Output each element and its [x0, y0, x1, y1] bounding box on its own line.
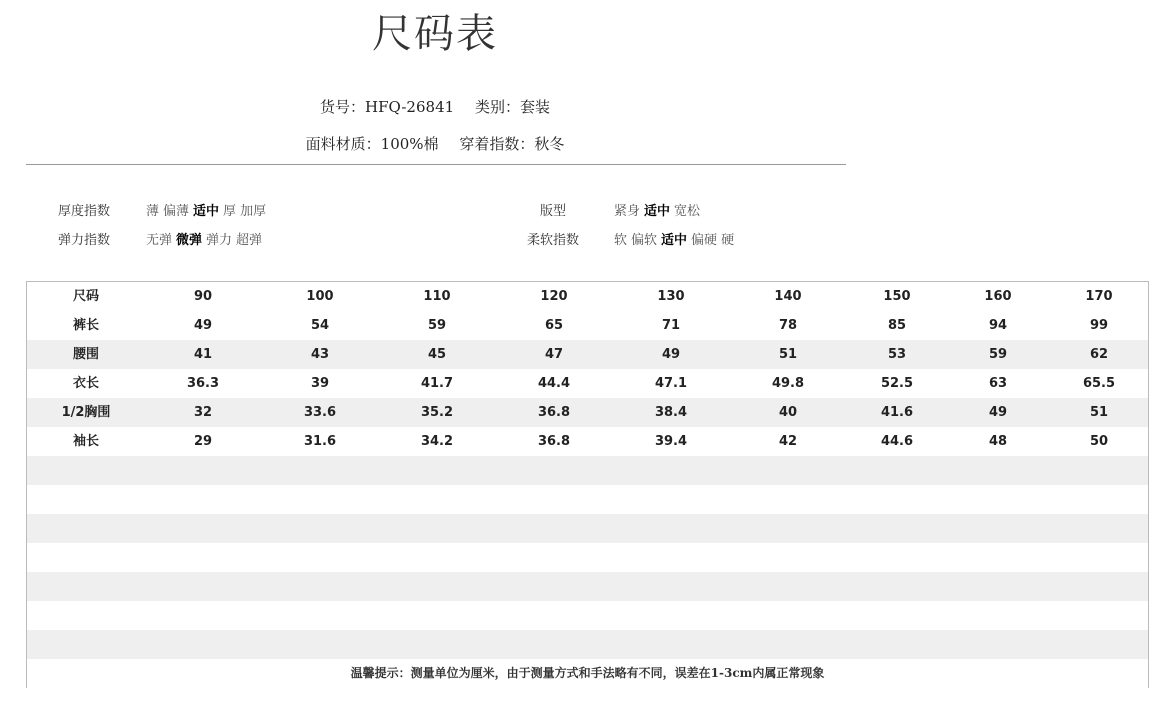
table-cell: 39	[310, 376, 330, 391]
table-cell: 48	[988, 434, 1008, 449]
size-header: 160	[984, 289, 1012, 304]
category	[475, 98, 550, 116]
thickness-label: 厚度指数	[58, 204, 111, 219]
table-cell: 94	[988, 318, 1008, 333]
table-row	[27, 543, 1148, 572]
table-cell: 39.4	[654, 434, 688, 449]
softness-option: 硬	[721, 233, 735, 248]
table-cell: 32	[193, 405, 213, 420]
table-row	[27, 311, 1148, 340]
table-cell: 49	[193, 318, 213, 333]
thickness-option: 加厚	[240, 204, 267, 219]
size-table	[26, 281, 1149, 688]
table-cell: 38.4	[654, 405, 688, 420]
table-cell: 54	[310, 318, 330, 333]
fit-options	[614, 200, 704, 219]
table-cell: 51	[1089, 405, 1109, 420]
row-label: 尺码	[72, 289, 100, 304]
table-cell: 43	[310, 347, 330, 362]
table-cell: 36.8	[537, 434, 571, 449]
table-cell: 85	[887, 318, 907, 333]
table-cell: 44.4	[537, 376, 571, 391]
table-cell: 71	[661, 318, 681, 333]
elasticity-option: 超弹	[236, 233, 263, 248]
table-header-row	[27, 282, 1148, 311]
size-header: 100	[306, 289, 334, 304]
elasticity-option: 微弹	[176, 233, 203, 248]
table-cell: 50	[1089, 434, 1109, 449]
table-cell: 63	[988, 376, 1008, 391]
material-label: 面料材质：	[305, 135, 381, 153]
elasticity-options	[146, 229, 266, 248]
table-cell: 42	[778, 434, 798, 449]
table-cell: 51	[778, 347, 798, 362]
table-row	[27, 369, 1148, 398]
fit-option: 宽松	[674, 204, 701, 219]
table-cell: 65.5	[1082, 376, 1116, 391]
size-header: 120	[540, 289, 568, 304]
table-row	[27, 398, 1148, 427]
table-cell: 41.6	[880, 405, 914, 420]
product-info-line-2	[0, 133, 870, 154]
softness-options	[614, 229, 738, 248]
row-label: 1/2胸围	[61, 405, 111, 420]
material	[306, 135, 439, 153]
season	[459, 135, 564, 153]
item-number-label: 货号：	[320, 98, 366, 116]
size-header: 90	[193, 289, 213, 304]
table-cell: 45	[427, 347, 447, 362]
table-cell: 65	[544, 318, 564, 333]
table-cell: 40	[778, 405, 798, 420]
table-cell: 59	[427, 318, 447, 333]
table-cell: 41	[193, 347, 213, 362]
table-cell: 52.5	[880, 376, 914, 391]
table-cell: 36.3	[186, 376, 220, 391]
elasticity-option: 无弹	[146, 233, 173, 248]
table-row	[27, 427, 1148, 456]
thickness-option: 偏薄	[163, 204, 190, 219]
size-header: 110	[423, 289, 451, 304]
item-number	[320, 98, 454, 116]
table-cell: 78	[778, 318, 798, 333]
measurement-note: 温馨提示：测量单位为厘米，由于测量方式和手法略有不同，误差在1-3cm内属正常现象	[350, 666, 825, 680]
fit-option: 适中	[644, 204, 671, 219]
table-cell: 59	[988, 347, 1008, 362]
table-row	[27, 514, 1148, 543]
table-row	[27, 572, 1148, 601]
table-cell: 31.6	[303, 434, 337, 449]
table-cell: 47	[544, 347, 564, 362]
table-cell: 49	[661, 347, 681, 362]
softness-option: 软	[614, 233, 628, 248]
size-header: 140	[774, 289, 802, 304]
softness-label: 柔软指数	[527, 233, 580, 248]
category-value: 套装	[519, 98, 550, 116]
table-cell: 53	[887, 347, 907, 362]
season-value: 秋冬	[534, 135, 565, 153]
table-cell: 49	[988, 405, 1008, 420]
page-title: 尺码表	[372, 11, 498, 57]
table-row	[27, 456, 1148, 485]
table-cell: 47.1	[654, 376, 688, 391]
table-cell: 62	[1089, 347, 1109, 362]
row-label: 腰围	[72, 347, 100, 362]
table-row	[27, 601, 1148, 630]
thickness-options	[146, 200, 270, 219]
elasticity-label: 弹力指数	[58, 233, 111, 248]
table-cell: 33.6	[303, 405, 337, 420]
table-cell: 34.2	[420, 434, 454, 449]
size-header: 150	[883, 289, 911, 304]
table-row	[27, 340, 1148, 369]
item-number-value: HFQ-26841	[365, 98, 455, 116]
table-row	[27, 630, 1148, 659]
table-cell: 49.8	[771, 376, 805, 391]
row-label: 裤长	[72, 318, 100, 333]
fit-label: 版型	[540, 204, 567, 219]
divider	[26, 164, 846, 165]
table-cell: 35.2	[420, 405, 454, 420]
row-label: 袖长	[72, 434, 100, 449]
thickness-option: 适中	[193, 204, 220, 219]
product-info-line-1	[0, 96, 870, 117]
table-cell: 99	[1089, 318, 1109, 333]
table-cell: 44.6	[880, 434, 914, 449]
table-cell: 29	[193, 434, 213, 449]
category-label: 类别：	[474, 98, 520, 116]
material-value: 100%棉	[380, 135, 439, 153]
size-header: 170	[1085, 289, 1113, 304]
table-cell: 36.8	[537, 405, 571, 420]
softness-option: 偏软	[631, 233, 658, 248]
fit-option: 紧身	[614, 204, 641, 219]
table-cell: 41.7	[420, 376, 454, 391]
softness-option: 适中	[661, 233, 688, 248]
season-label: 穿着指数：	[459, 135, 535, 153]
table-row	[27, 485, 1148, 514]
row-label: 衣长	[72, 376, 100, 391]
size-header: 130	[657, 289, 685, 304]
thickness-option: 厚	[223, 204, 237, 219]
softness-option: 偏硬	[691, 233, 718, 248]
thickness-option: 薄	[146, 204, 160, 219]
elasticity-option: 弹力	[206, 233, 233, 248]
